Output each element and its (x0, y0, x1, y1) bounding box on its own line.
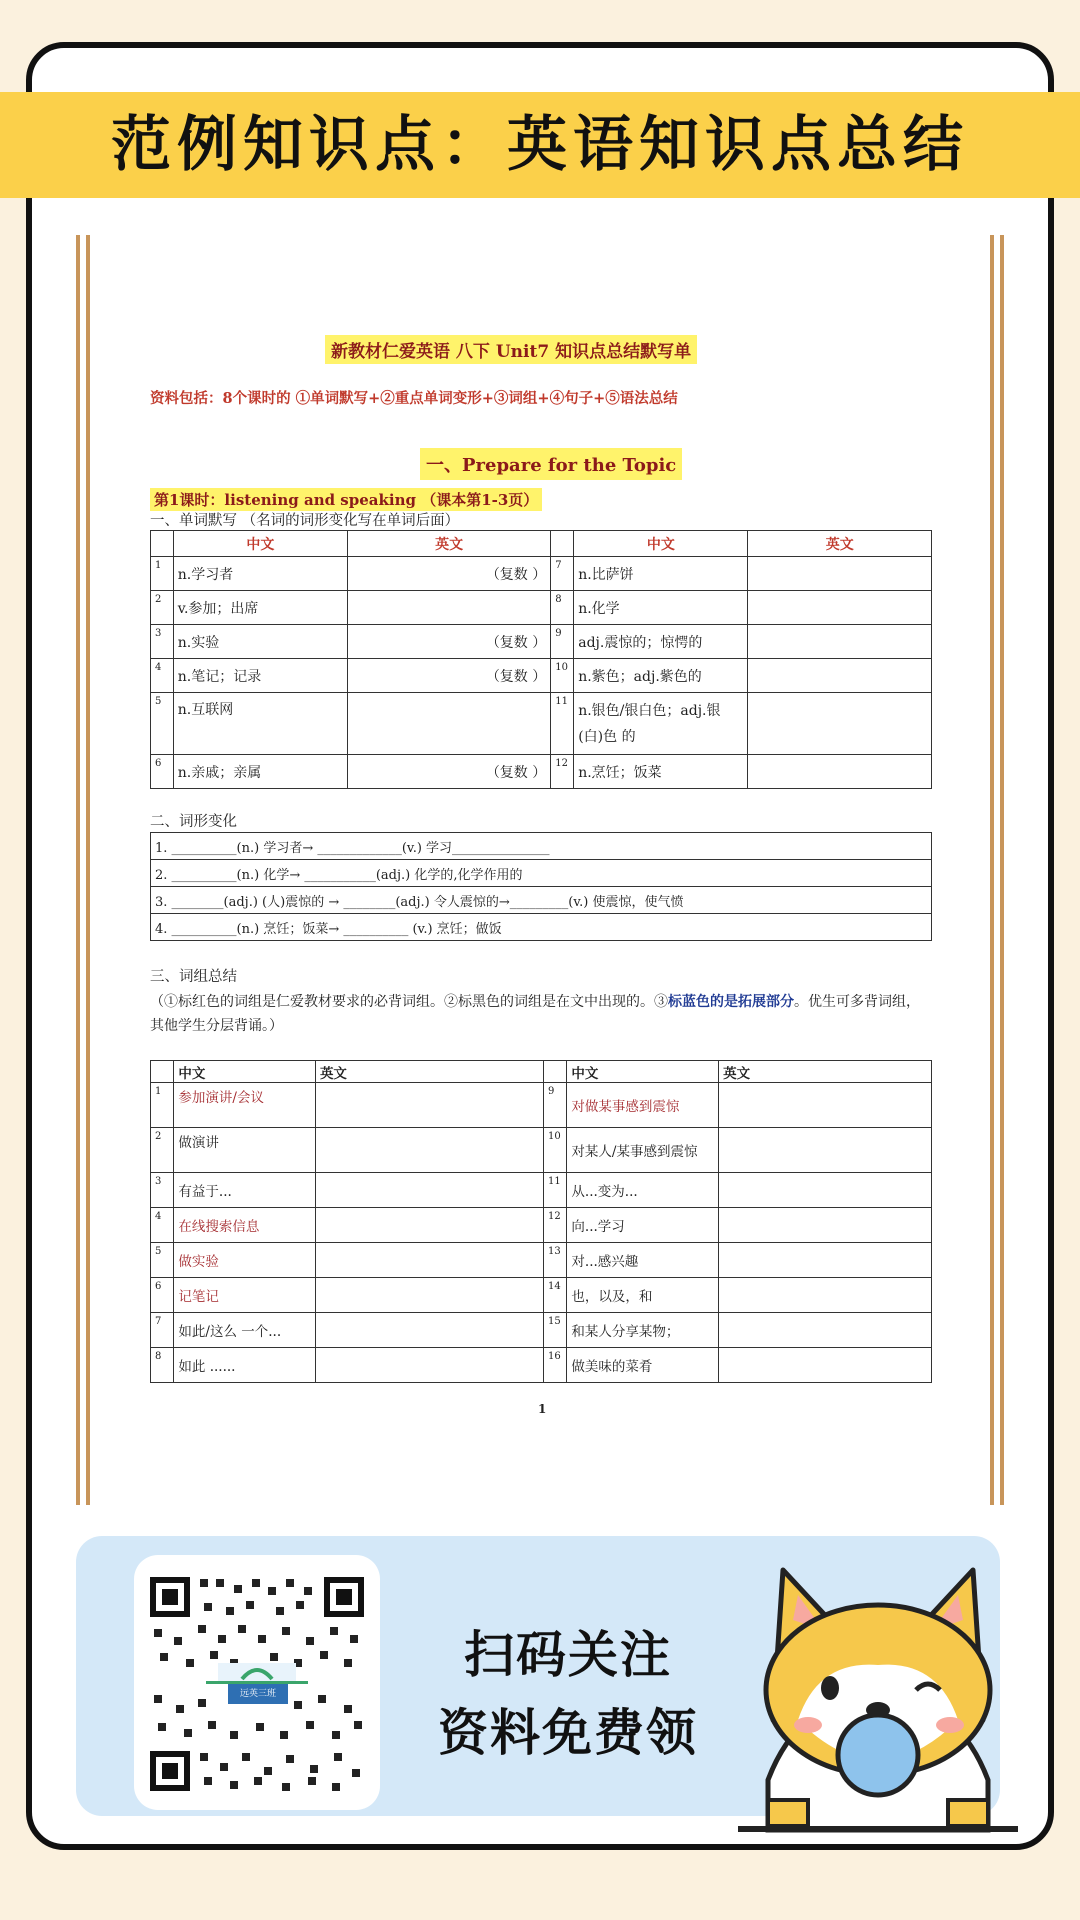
table-row: 5 做实验 13 对...感兴趣 (151, 1243, 932, 1278)
left-border-line-inner (86, 235, 90, 1505)
note-blue: 标蓝色的是拓展部分 (668, 994, 794, 1010)
table-row: 3 n.实验 （复数 ） 9 adj.震惊的；惊愕的 (151, 625, 932, 659)
vocab-header: 中文 (173, 531, 347, 557)
document-page (140, 320, 940, 1430)
wordform-row: 1. __________(n.) 学习者→ _____________(v.) 学习_______________ (151, 833, 932, 860)
shiba-mascot-icon (738, 1540, 1018, 1840)
wordform-row: 4. __________(n.) 烹饪；饭菜→ __________ (v.) 烹饪；做饭 (151, 914, 932, 941)
phrase-header: 中文 (567, 1061, 719, 1083)
left-border-line (76, 235, 80, 1505)
part3-title: 三、词组总结 (150, 969, 237, 985)
page-number: 1 (538, 1402, 547, 1416)
right-border-line (1000, 235, 1004, 1505)
right-border-line-inner (990, 235, 994, 1505)
phrase-header: 中文 (174, 1061, 316, 1083)
section-title: 一、Prepare for the Topic (420, 448, 682, 480)
phrase-header: 英文 (719, 1061, 932, 1083)
part1-title: 一、单词默写 （名词的词形变化写在单词后面） (150, 513, 460, 529)
table-row: 6 记笔记 14 也，以及，和 (151, 1278, 932, 1313)
wordform-row: 2. __________(n.) 化学→ ___________(adj.) 化学的,化学作用的 (151, 860, 932, 887)
wordform-row: 3. ________(adj.) (人)震惊的 → ________(adj.) 令人震惊的→_________(v.) 使震惊，使气愤 (151, 887, 932, 914)
banner-title: 范例知识点：英语知识点总结 (111, 110, 969, 180)
lesson-title: 第1课时：listening and speaking （课本第1-3页） (150, 488, 542, 511)
vocab-header: 英文 (348, 531, 551, 557)
part2-title: 二、词形变化 (150, 814, 237, 830)
qr-card[interactable] (134, 1555, 380, 1810)
table-row: 1 参加演讲/会议 9 对做某事感到震惊 (151, 1083, 932, 1128)
table-row: 2 做演讲 10 对某人/某事感到震惊 (151, 1128, 932, 1173)
vocab-header: 中文 (574, 531, 748, 557)
promo-line-2: 资料免费领 (438, 1704, 698, 1762)
phrase-note: （①标红色的词组是仁爱教材要求的必背词组。②标黑色的词组是在文中出现的。③标蓝色的是拓展部分。优生可多背词组，其他学生分层背诵。） (150, 994, 920, 1034)
table-row: 4 n.笔记；记录 （复数 ） 10 n.紫色；adj.紫色的 (151, 659, 932, 693)
table-row: 1 n.学习者 （复数 ） 7 n.比萨饼 (151, 557, 932, 591)
qr-label: 远英三班 (228, 1684, 288, 1704)
table-row: 7 如此/这么 一个... 15 和某人分享某物； (151, 1313, 932, 1348)
table-row: 2 v.参加；出席 8 n.化学 (151, 591, 932, 625)
table-row: 8 如此 ...... 16 做美味的菜肴 (151, 1348, 932, 1383)
table-row: 4 在线搜索信息 12 向...学习 (151, 1208, 932, 1243)
phrase-table (150, 1060, 932, 1383)
vocab-header: 英文 (748, 531, 932, 557)
table-row: 6 n.亲戚；亲属 （复数 ） 12 n.烹饪；饭菜 (151, 755, 932, 789)
table-row: 3 有益于... 11 从...变为... (151, 1173, 932, 1208)
vocab-table (150, 530, 932, 789)
doc-summary: 资料包括：8个课时的 ①单词默写+②重点单词变形+③词组+④句子+⑤语法总结 (150, 390, 678, 407)
wordform-table (150, 832, 932, 941)
doc-title: 新教材仁爱英语 八下 Unit7 知识点总结默写单 (325, 335, 697, 364)
promo-line-1: 扫码关注 (464, 1626, 672, 1684)
table-row: 5 n.互联网 11 n.银色/银白色；adj.银(白)色 的 (151, 693, 932, 755)
phrase-header: 英文 (315, 1061, 543, 1083)
qr-code-icon (134, 1555, 380, 1810)
